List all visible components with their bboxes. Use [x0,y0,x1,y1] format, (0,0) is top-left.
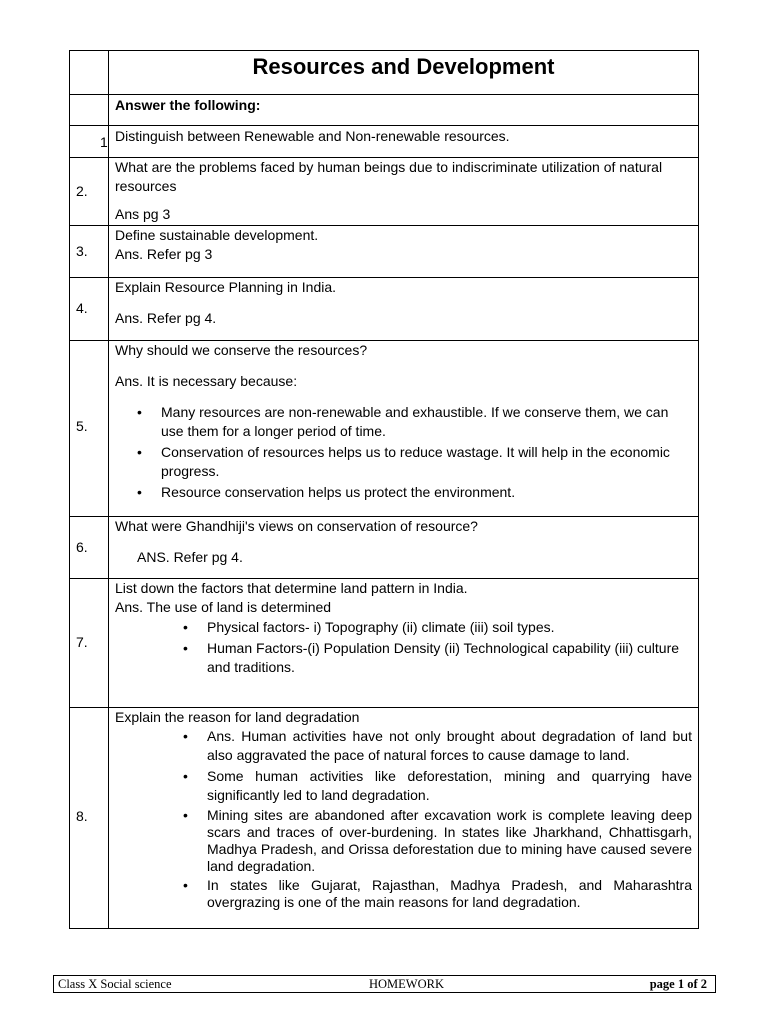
bullet-list [207,727,692,911]
answer-text: Ans. Refer pg 4. [115,310,217,326]
bullet-item: • Mining sites are abandoned after excavation work is complete leaving deep scars and traces of over-burdening. In states like Jharkhand, Chhattisgarh, Madhya Pradesh, and Orissa deforestation due to mining have caused severe land degradation. [207,807,692,875]
instruction-text: Answer the following: [115,97,261,113]
footer-class-label: Class X Social science [58,977,172,991]
question-number: 6. [76,539,88,555]
title-row [70,51,698,94]
answer-text: Ans. It is necessary because: [115,373,298,389]
bullet-item: • Some human activities like deforestation, mining and quarrying have significantly led to land degradation. [207,767,692,805]
question-number: 2. [76,183,88,199]
footer-page-number: page 1 of 2 [649,977,707,991]
question-number: 8. [76,808,88,824]
question-row-7 [70,578,698,707]
instruction-row [70,94,698,125]
bullet-item: • Conservation of resources helps us to reduce wastage. It will help in the economic progress. [161,443,692,481]
question-text: Distinguish between Renewable and Non-renewable resources. [115,128,510,144]
bullet-item: • Ans. Human activities have not only brought about degradation of land but also aggravated the pace of natural forces to cause damage to land. [207,727,692,765]
page-title: Resources and Development [252,54,555,79]
bullet-item: • In states like Gujarat, Rajasthan, Madhya Pradesh, and Maharashtra overgrazing is one of the main reasons for land degradation. [207,877,692,911]
question-number: 4. [76,300,88,316]
question-text: Define sustainable development. [115,227,319,243]
question-row-4 [70,277,698,340]
bullet-list [207,618,692,677]
question-row-8 [70,707,698,928]
question-text: List down the factors that determine land pattern in India. [115,580,468,596]
bullet-item: • Human Factors-(i) Population Density (ii) Technological capability (iii) culture and traditions. [207,639,692,677]
answer-text: Ans pg 3 [115,206,171,222]
questions-table [69,50,699,929]
question-row-6 [70,516,698,578]
question-number: 7. [76,634,88,650]
question-text: What are the problems faced by human beings due to indiscriminate utilization of natural resources [115,159,663,194]
question-number: 5. [76,418,88,434]
question-text: Explain Resource Planning in India. [115,279,337,295]
question-text: Why should we conserve the resources? [115,342,368,358]
bullet-item: • Physical factors- i) Topography (ii) climate (iii) soil types. [207,618,692,637]
question-number: 3. [76,243,88,259]
question-row-1 [70,125,698,157]
question-text: What were Ghandhiji's views on conservation of resource? [115,518,478,534]
bullet-item: • Many resources are non-renewable and exhaustible. If we conserve them, we can use them for a longer period of time. [161,403,692,441]
question-row-2 [70,157,698,225]
answer-text: Ans. The use of land is determined [115,599,332,615]
footer-homework-label: HOMEWORK [369,977,444,991]
bullet-item: • Resource conservation helps us protect the environment. [161,483,692,502]
question-text: Explain the reason for land degradation [115,709,360,725]
page-footer [53,975,716,993]
bullet-list [161,403,692,502]
answer-text: Ans. Refer pg 3 [115,246,213,262]
question-row-3 [70,225,698,277]
question-number: 1 [100,134,108,150]
question-row-5 [70,340,698,516]
answer-text: ANS. Refer pg 4. [137,549,243,565]
